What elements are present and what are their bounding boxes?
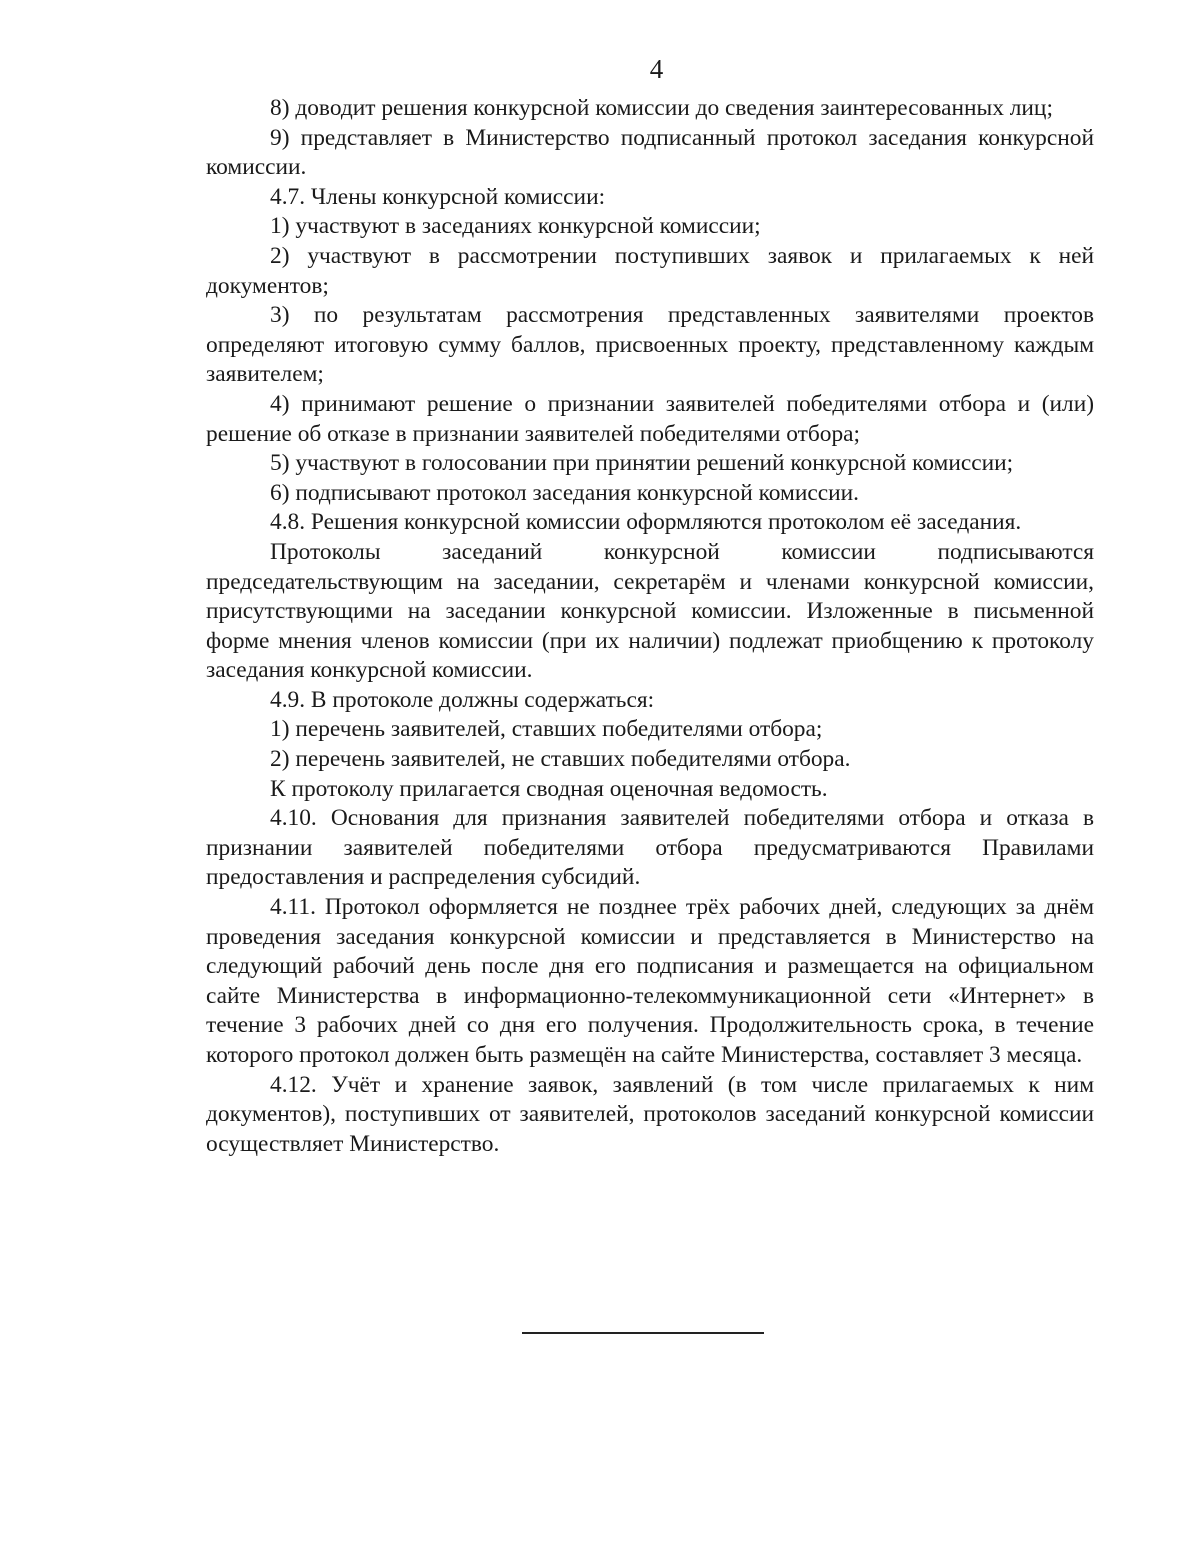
paragraph-8-notify: 8) доводит решения конкурсной комиссии до сведения заинтересованных лиц;: [270, 95, 1053, 121]
section-4-8-protocols: Протоколы заседаний конкурсной комиссии подписываются председательствующим на заседании, секретарём и членами конкурсной комиссии, присутствующими на заседании конкурсной комиссии. Изложенные в письменной форме мнения членов комиссии (при их наличии) подлежат приобщению к протоколу заседания конкурсной комиссии.: [206, 538, 1094, 684]
list-item-4-9-1: 1) перечень заявителей, ставших победителями отбора;: [270, 716, 823, 743]
list-item-4-9-2: 2) перечень заявителей, не ставших победителями отбора.: [270, 746, 851, 773]
list-item-4-7-5: 5) участвуют в голосовании при принятии решений конкурсной комиссии;: [270, 450, 1014, 477]
section-4-8: 4.8. Решения конкурсной комиссии оформляются протоколом её заседания.: [270, 509, 1022, 536]
page-number: 4: [649, 54, 664, 84]
section-4-9-heading: 4.9. В протоколе должны содержаться:: [270, 686, 655, 713]
list-item-4-7-1: 1) участвуют в заседаниях конкурсной комиссии;: [270, 213, 761, 240]
section-4-12: 4.12. Учёт и хранение заявок, заявлений (в том числе прилагаемых к ним документов), поступивших от заявителей, протоколов заседаний конкурсной комиссии осуществляет Министерство.: [206, 1071, 1094, 1157]
list-item-4-7-6: 6) подписывают протокол заседания конкурсной комиссии.: [270, 479, 860, 506]
list-item-4-7-3: 3) по результатам рассмотрения представленных заявителями проектов определяют итоговую сумму баллов, присвоенных проекту, представленному каждым заявителем;: [206, 302, 1094, 388]
end-separator-line: [522, 1332, 764, 1334]
section-4-11: 4.11. Протокол оформляется не позднее трёх рабочих дней, следующих за днём проведения заседания конкурсной комиссии и представляется в Министерство на следующий рабочий день после дня его подписания и размещается на официальном сайте Министерства в информационно-телекоммуникационной сети «Интернет» в течение 3 рабочих дней со дня его получения. Продолжительность срока, в течение которого протокол должен быть размещён на сайте Министерства, составляет 3 месяца.: [206, 894, 1094, 1068]
paragraph-9-submit-protocol: 9) представляет в Министерство подписанный протокол заседания конкурсной комиссии.: [206, 124, 1094, 181]
list-item-4-7-4: 4) принимают решение о признании заявителей победителями отбора и (или) решение об отказе в признании заявителей победителями отбора;: [206, 390, 1094, 447]
list-item-4-7-2: 2) участвуют в рассмотрении поступивших заявок и прилагаемых к ней документов;: [206, 242, 1094, 299]
document-body: [206, 94, 1094, 1159]
section-4-10: 4.10. Основания для признания заявителей победителями отбора и отказа в признании заявителей победителями отбора предусматриваются Правилами предоставления и распределения субсидий.: [206, 805, 1094, 891]
section-4-9-attachment: К протоколу прилагается сводная оценочная ведомость.: [270, 775, 828, 802]
section-4-7-heading: 4.7. Члены конкурсной комиссии:: [270, 183, 606, 210]
